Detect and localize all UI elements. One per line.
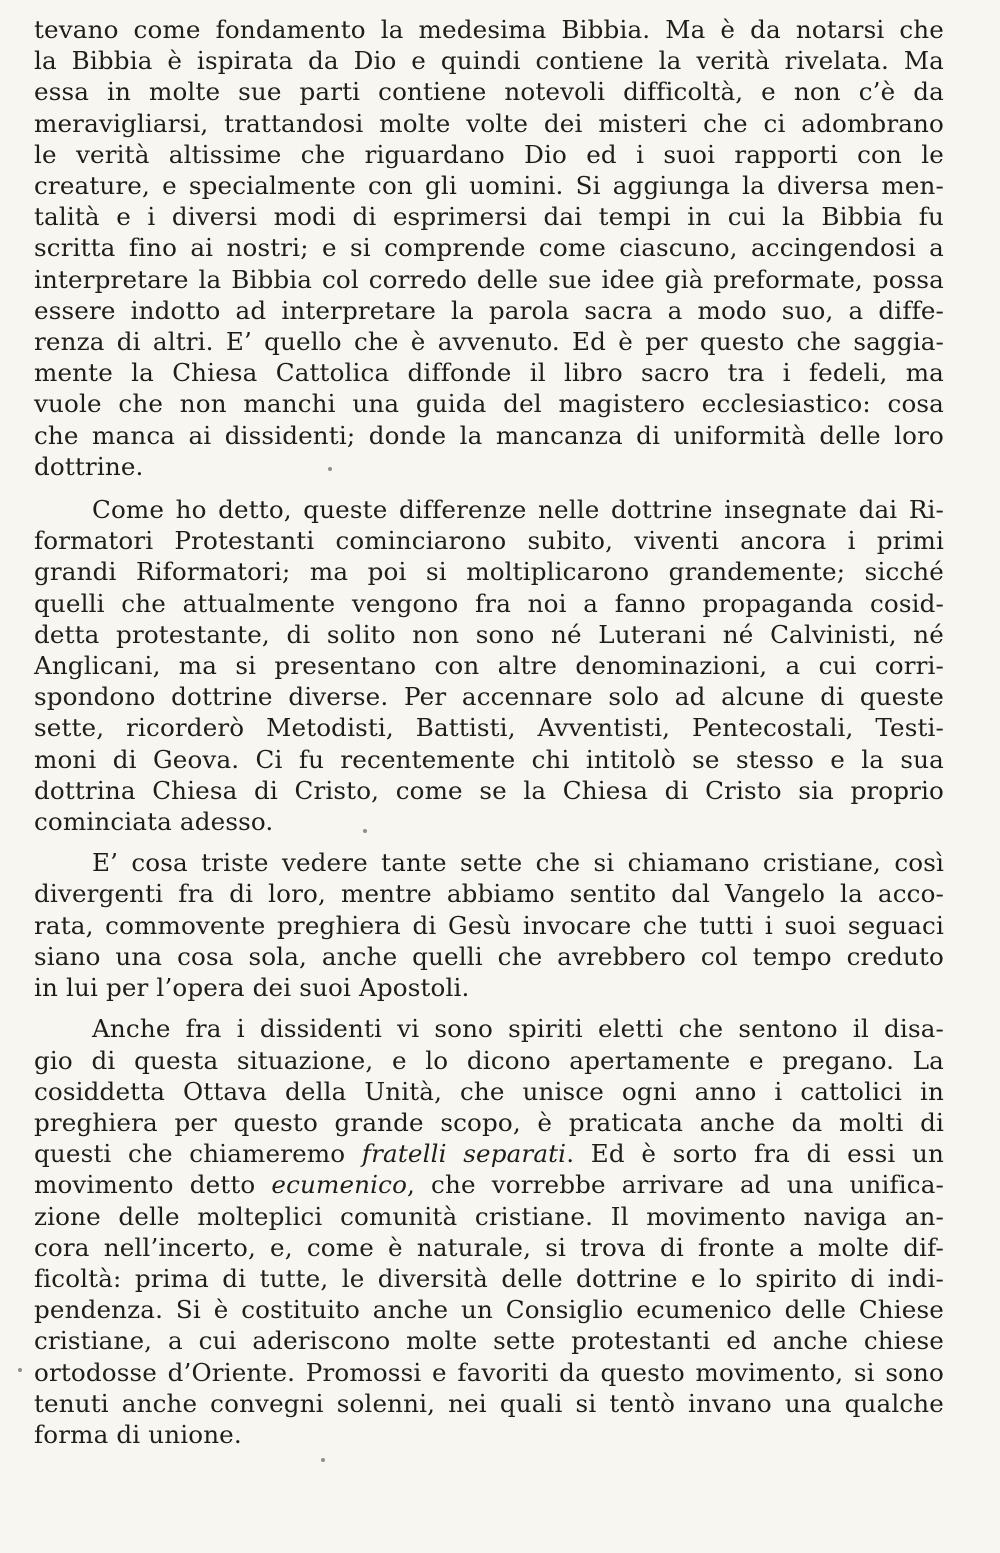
text-line: creature, e specialmente con gli uomini. Si aggiunga la diversa men- xyxy=(34,171,944,201)
text-line: preghiera per questo grande scopo, è praticata anche da molti di xyxy=(34,1107,944,1137)
text-line: cora nell’incerto, e, come è naturale, si trova di fronte a molte dif- xyxy=(34,1232,944,1262)
text-line: in lui per l’opera dei suoi Apostoli. xyxy=(34,973,470,1003)
text-line: vuole che non manchi una guida del magistero ecclesiastico: cosa xyxy=(34,389,944,419)
text-line: meravigliarsi, trattandosi molte volte dei misteri che ci adombrano xyxy=(34,108,944,138)
text-line: divergenti fra di loro, mentre abbiamo sentito dal Vangelo la acco- xyxy=(34,879,944,909)
text-line: tevano come fondamento la medesima Bibbia. Ma è da notarsi che xyxy=(34,15,944,44)
italic-phrase: fratelli separati xyxy=(361,1139,567,1169)
text-line: gio di questa situazione, e lo dicono apertamente e pregano. La xyxy=(34,1045,944,1075)
text-line: questi che chiameremo fratelli separati. Ed è sorto fra di essi un xyxy=(34,1139,944,1169)
text-line: scritta fino ai nostri; e si comprende come ciascuno, accingendosi a xyxy=(34,233,944,263)
text-line: detta protestante, di solito non sono né Luterani né Calvinisti, né xyxy=(34,619,944,649)
paragraph-1 xyxy=(34,14,944,482)
text-line: siano una cosa sola, anche quelli che avrebbero col tempo creduto xyxy=(34,941,944,971)
text-line: quelli che attualmente vengono fra noi a fanno propaganda cosid- xyxy=(34,588,944,618)
text-line: che manca ai dissidenti; donde la mancanza di uniformità delle loro xyxy=(34,420,944,450)
text-line: Anglicani, ma si presentano con altre denominazioni, a cui corri- xyxy=(34,651,944,681)
text-line: moni di Geova. Ci fu recentemente chi intitolò se stesso e la sua xyxy=(34,744,944,774)
scan-speck xyxy=(363,829,367,833)
text-line xyxy=(34,494,944,525)
text-line-content: Come ho detto, queste differenze nelle dottrine insegnate dai Ri- xyxy=(92,495,944,525)
text-line: movimento detto ecumenico, che vorrebbe arrivare ad una unifica- xyxy=(34,1170,944,1200)
text-line-content: E’ cosa triste vedere tante sette che si chiamano cristiane, così xyxy=(92,848,944,878)
text-line: forma di unione. xyxy=(34,1419,242,1449)
text-line: pendenza. Si è costituito anche un Consiglio ecumenico delle Chiese xyxy=(34,1295,944,1325)
text-line: essere indotto ad interpretare la parola sacra a modo suo, a diffe- xyxy=(34,295,944,325)
text-line: cominciata adesso. xyxy=(34,807,274,837)
paragraph-3 xyxy=(34,847,944,1003)
text-line: ficoltà: prima di tutte, le diversità delle dottrine e lo spirito di indi- xyxy=(34,1263,944,1293)
text-line xyxy=(34,1013,944,1044)
scan-speck xyxy=(328,467,332,471)
text-line: ortodosse d’Oriente. Promossi e favoriti da questo movimento, si sono xyxy=(34,1357,944,1387)
text-line: rata, commovente preghiera di Gesù invocare che tutti i suoi seguaci xyxy=(34,910,944,940)
text-line: le verità altissime che riguardano Dio ed i suoi rapporti con le xyxy=(34,139,944,169)
text-line: grandi Riformatori; ma poi si moltiplicarono grandemente; sicché xyxy=(34,557,944,587)
scan-speck xyxy=(18,1368,22,1372)
text-line: cristiane, a cui aderiscono molte sette protestanti ed anche chiese xyxy=(34,1326,944,1356)
text-line: dottrine. xyxy=(34,451,144,481)
text-line: interpretare la Bibbia col corredo delle sue idee già preformate, possa xyxy=(34,264,944,294)
text-line: la Bibbia è ispirata da Dio e quindi contiene la verità rivelata. Ma xyxy=(34,46,944,76)
text-line: renza di altri. E’ quello che è avvenuto. Ed è per questo che saggia- xyxy=(34,327,944,357)
text-line: essa in molte sue parti contiene notevoli difficoltà, e non c’è da xyxy=(34,77,944,107)
text-line: talità e i diversi modi di esprimersi dai tempi in cui la Bibbia fu xyxy=(34,202,944,232)
paragraph-4 xyxy=(34,1013,944,1450)
text-line: cosiddetta Ottava della Unità, che unisce ogni anno i cattolici in xyxy=(34,1076,944,1106)
text-line: formatori Protestanti cominciarono subito, viventi ancora i primi xyxy=(34,526,944,556)
text-line: tenuti anche convegni solenni, nei quali si tentò invano una qualche xyxy=(34,1388,944,1418)
text-line-content: Anche fra i dissidenti vi sono spiriti eletti che sentono il disa- xyxy=(92,1014,944,1044)
text-line: sette, ricorderò Metodisti, Battisti, Avventisti, Pentecostali, Testi- xyxy=(34,713,944,743)
text-line: mente la Chiesa Cattolica diffonde il libro sacro tra i fedeli, ma xyxy=(34,358,944,388)
text-line xyxy=(34,847,944,878)
scan-speck xyxy=(321,1458,325,1462)
text-line: spondono dottrine diverse. Per accennare solo ad alcune di queste xyxy=(34,682,944,712)
paragraph-2 xyxy=(34,494,944,837)
italic-phrase: ecumenico xyxy=(271,1170,408,1200)
text-line: zione delle molteplici comunità cristiane. Il movimento naviga an- xyxy=(34,1201,944,1231)
text-line: dottrina Chiesa di Cristo, come se la Chiesa di Cristo sia proprio xyxy=(34,775,944,805)
